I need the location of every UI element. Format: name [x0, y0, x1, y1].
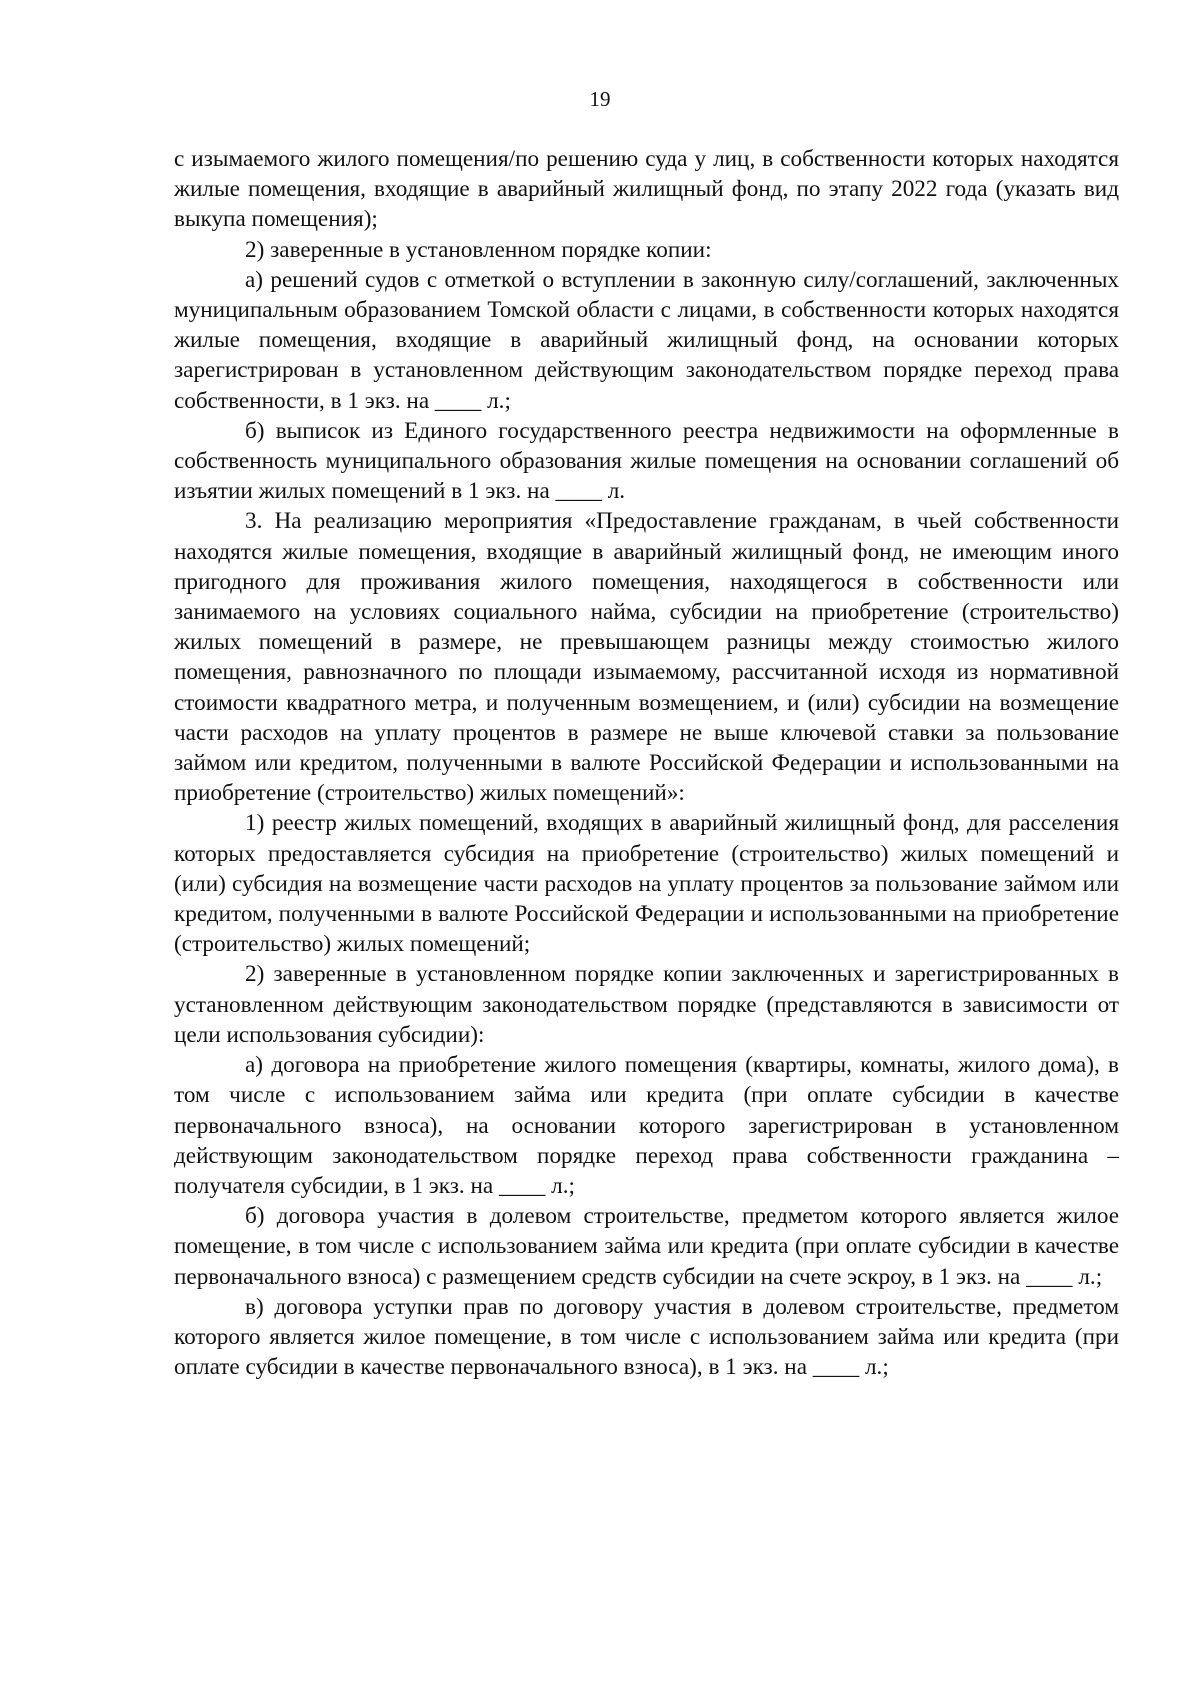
paragraph-item-b-shared-construction: б) договора участия в долевом строительстве, предметом которого является жилое помещение, в том числе с использованием займа или кредита (при оплате субсидии в качестве первоначального взноса) с размещением средств субсидии на счете эскроу, в 1 экз. на ____ л.; — [174, 1203, 1119, 1290]
page-number: 19 — [589, 87, 611, 111]
paragraph-item-a-purchase-contract: а) договора на приобретение жилого помещения (квартиры, комнаты, жилого дома), в том числе с использованием займа или кредита (при оплате субсидии в качестве первоначального взноса), на основании которого зарегистрирован в установленном действующим законодательством порядке переход права собственности гражданина – получателя субсидии, в 1 экз. на ____ л.; — [174, 1052, 1119, 1199]
paragraph-item-2-copies: 2) заверенные в установленном порядке копии: — [245, 236, 712, 263]
paragraph-continuation: с изымаемого жилого помещения/по решению суда у лиц, в собственности которых находятся жилые помещения, входящие в аварийный жилищный фонд, по этапу 2022 года (указать вид выкупа помещения); — [174, 146, 1119, 233]
paragraph-item-a-court-decisions: а) решений судов с отметкой о вступлении в законную силу/соглашений, заключенных муниципальным образованием Томской области с лицами, в собственности которых находятся жилые помещения, входящие в аварийный жилищный фонд, на основании которых зарегистрирован в установленном действующим законодательством порядке переход права собственности, в 1 экз. на ____ л.; — [174, 266, 1119, 414]
paragraph-item-c-rights-assignment: в) договора уступки прав по договору участия в долевом строительстве, предметом которого является жилое помещение, в том числе с использованием займа или кредита (при оплате субсидии в качестве первоначального взноса), в 1 экз. на ____ л.; — [174, 1293, 1119, 1381]
document-body — [174, 144, 1119, 1382]
paragraph-item-b-registry-extracts: б) выписок из Единого государственного реестра недвижимости на оформленные в собственность муниципального образования жилые помещения на основании соглашений об изъятии жилых помещений в 1 экз. на ____ л. — [174, 417, 1119, 505]
paragraph-item-1-registry: 1) реестр жилых помещений, входящих в аварийный жилищный фонд, для расселения которых предоставляется субсидия на приобретение (строительство) жилых помещений и (или) субсидия на возмещение части расходов на уплату процентов за пользование займом или кредитом, полученными в валюте Российской Федерации и использованными на приобретение (строительство) жилых помещений; — [174, 810, 1119, 958]
paragraph-item-2-certified-copies: 2) заверенные в установленном порядке копии заключенных и зарегистрированных в установленном действующим законодательством порядке (представляются в зависимости от цели использования субсидии): — [174, 961, 1119, 1048]
paragraph-section-3: 3. На реализацию мероприятия «Предоставление гражданам, в чьей собственности находятся жилые помещения, входящие в аварийный жилищный фонд, не имеющим иного пригодного для проживания жилого помещения, находящегося в собственности или занимаемого на условиях социального найма, субсидии на приобретение (строительство) жилых помещений в размере, не превышающем разницы между стоимостью жилого помещения, равнозначного по площади изымаемому, рассчитанной исходя из нормативной стоимости квадратного метра, и полученным возмещением, и (или) субсидии на возмещение части расходов на уплату процентов в размере не выше ключевой ставки за пользование займом или кредитом, полученными в валюте Российской Федерации и использованными на приобретение (строительство) жилых помещений»: — [174, 508, 1119, 807]
